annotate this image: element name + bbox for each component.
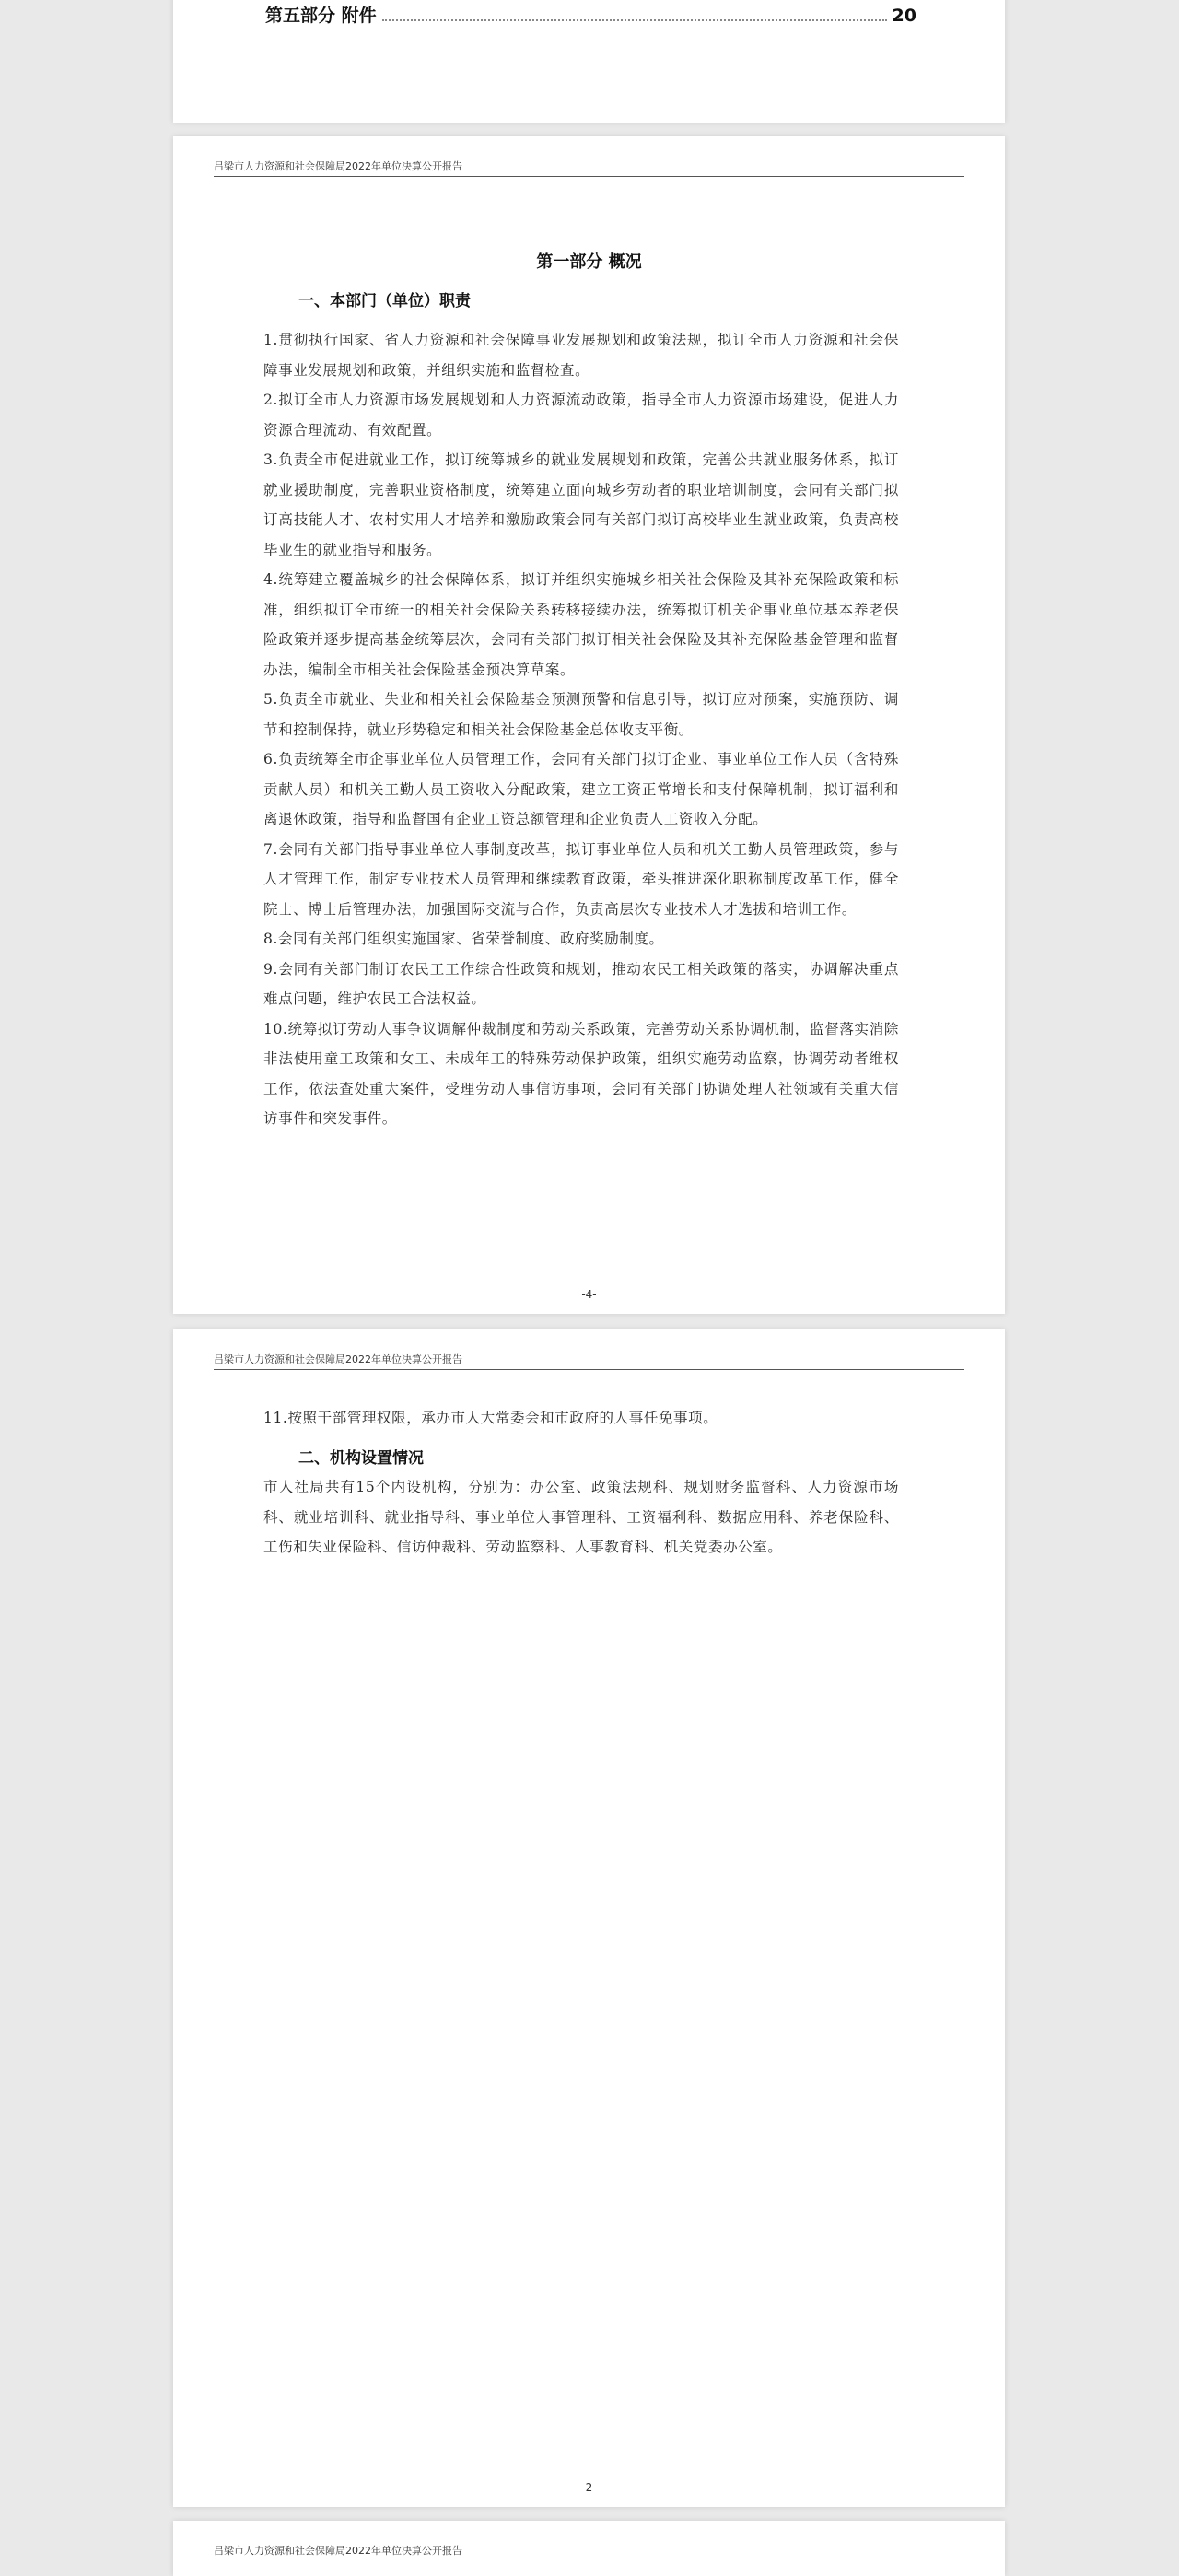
running-header: 吕梁市人力资源和社会保障局2022年单位决算公开报告	[214, 2545, 462, 2557]
document-page-toc	[173, 0, 1005, 123]
duty-paragraph: 7.会同有关部门指导事业单位人事制度改革，拟订事业单位人员和机关工勤人员管理政策，参与人才管理工作，制定专业技术人员管理和继续教育政策，牵头推进深化职称制度改革工作，健全院士、博士后管理办法，加强国际交流与合作，负责高层次专业技术人才选拔和培训工作。	[263, 840, 899, 918]
document-page-4	[173, 136, 1005, 1314]
running-header: 吕梁市人力资源和社会保障局2022年单位决算公开报告	[214, 1352, 964, 1370]
page-number: -4-	[581, 1288, 597, 1301]
duty-paragraph: 9.会同有关部门制订农民工工作综合性政策和规划，推动农民工相关政策的落实，协调解决重点难点问题，维护农民工合法权益。	[263, 960, 899, 1007]
duty-paragraph: 10.统筹拟订劳动人事争议调解仲裁制度和劳动关系政策，完善劳动关系协调机制，监督落实消除非法使用童工政策和女工、未成年工的特殊劳动保护政策，组织实施劳动监察，协调劳动者维权工作，依法查处重大案件，受理劳动人事信访事项，会同有关部门协调处理人社领域有关重大信访事件和突发事件。	[263, 1020, 899, 1127]
duty-paragraph: 2.拟订全市人力资源市场发展规划和人力资源流动政策，指导全市人力资源市场建设，促进人力资源合理流动、有效配置。	[263, 392, 899, 439]
document-page-next	[173, 2521, 1005, 2576]
toc-dot-leader	[382, 19, 887, 21]
part-title: 第一部分 概况	[536, 252, 642, 272]
duty-paragraph: 11.按照干部管理权限，承办市人大常委会和市政府的人事任免事项。	[263, 1410, 718, 1426]
organization-paragraph: 市人社局共有15个内设机构，分别为：办公室、政策法规科、规划财务监督科、人力资源市场科、就业培训科、就业指导科、事业单位人事管理科、工资福利科、数据应用科、养老保险科、工伤和失业保险科、信访仲裁科、劳动监察科、人事教育科、机关党委办公室。	[263, 1479, 899, 1555]
document-page-2	[173, 1329, 1005, 2507]
toc-entry-label: 第五部分 附件	[265, 6, 377, 26]
duty-paragraph: 4.统筹建立覆盖城乡的社会保障体系，拟订并组织实施城乡相关社会保险及其补充保险政策和标准，组织拟订全市统一的相关社会保险关系转移接续办法，统筹拟订机关企事业单位基本养老保险政策并逐步提高基金统筹层次，会同有关部门拟订相关社会保险及其补充保险基金管理和监督办法，编制全市相关社会保险基金预决算草案。	[263, 571, 899, 678]
duty-paragraph: 6.负责统筹全市企事业单位人员管理工作，会同有关部门拟订企业、事业单位工作人员（含特殊贡献人员）和机关工勤人员工资收入分配政策，建立工资正常增长和支付保障机制，拟订福利和离退休政策，指导和监督国有企业工资总额管理和企业负责人工资收入分配。	[263, 751, 899, 827]
duty-paragraph: 3.负责全市促进就业工作，拟订统筹城乡的就业发展规划和政策，完善公共就业服务体系，拟订就业援助制度，完善职业资格制度，统筹建立面向城乡劳动者的职业培训制度，会同有关部门拟订高技能人才、农村实用人才培养和激励政策会同有关部门拟订高校毕业生就业政策，负责高校毕业生的就业指导和服务。	[263, 451, 899, 558]
duty-paragraph: 8.会同有关部门组织实施国家、省荣誉制度、政府奖励制度。	[263, 931, 664, 947]
organization-text-block	[263, 1472, 899, 1563]
duty-paragraph: 1.贯彻执行国家、省人力资源和社会保障事业发展规划和政策法规，拟订全市人力资源和社会保障事业发展规划和政策，并组织实施和监督检查。	[263, 332, 899, 379]
toc-entry[interactable]	[265, 2, 916, 27]
page-number: -2-	[581, 2481, 597, 2494]
duties-text-block	[263, 325, 899, 1134]
toc-entry-page: 20	[892, 6, 916, 26]
section-heading-duties: 一、本部门（单位）职责	[298, 292, 471, 310]
duty-paragraph: 5.负责全市就业、失业和相关社会保险基金预测预警和信息引导，拟订应对预案，实施预防、调节和控制保持，就业形势稳定和相关社会保险基金总体收支平衡。	[263, 691, 899, 738]
duty-paragraph-11-block	[263, 1403, 899, 1434]
running-header: 吕梁市人力资源和社会保障局2022年单位决算公开报告	[214, 158, 964, 177]
section-heading-organization: 二、机构设置情况	[298, 1449, 424, 1468]
